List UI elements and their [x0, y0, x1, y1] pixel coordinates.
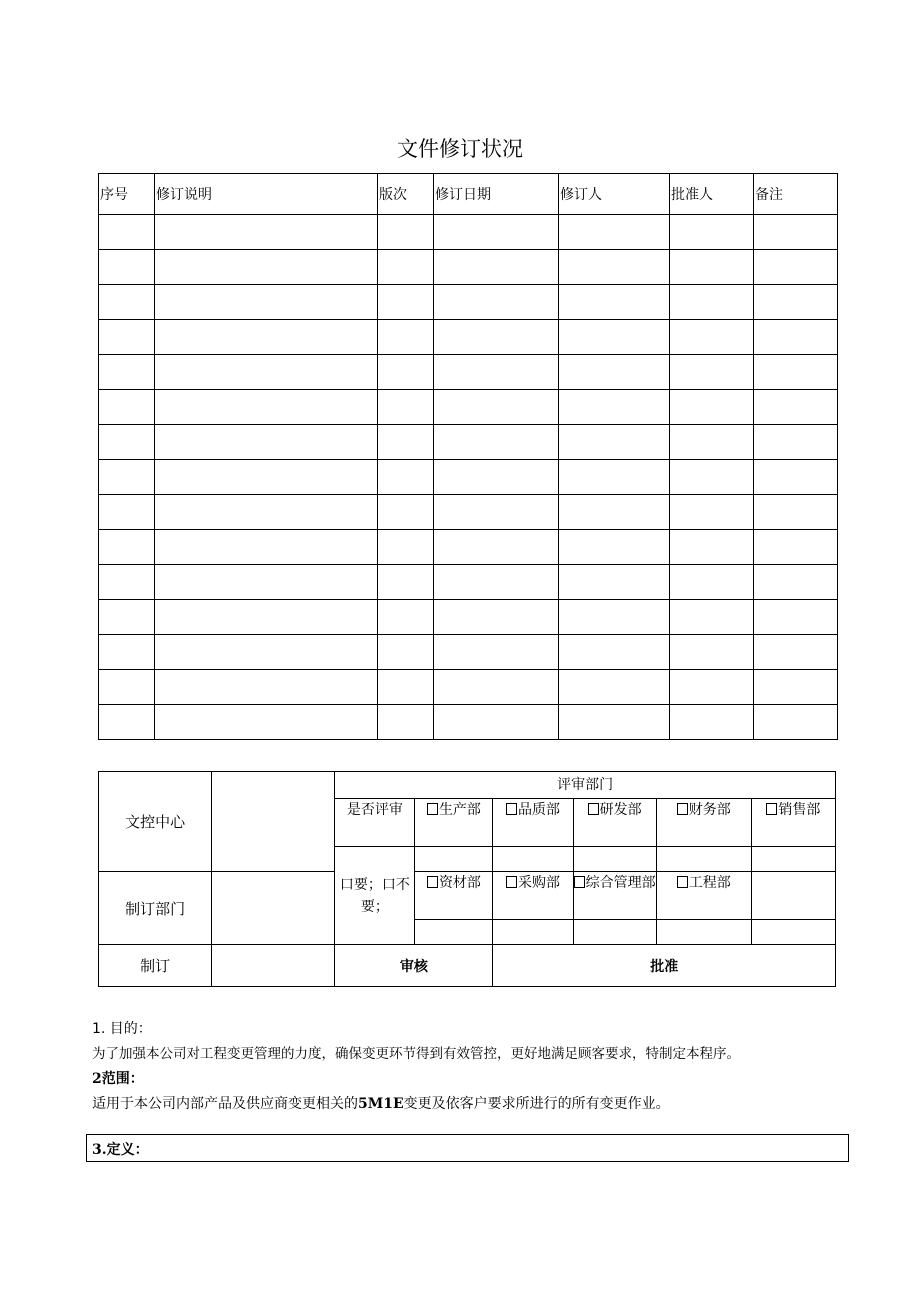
table-row — [99, 530, 838, 565]
signature-cell — [573, 920, 656, 945]
table-cell[interactable] — [155, 635, 378, 670]
table-cell[interactable] — [99, 495, 155, 530]
drafting-dept-label: 制订部门 — [99, 872, 212, 945]
table-cell[interactable] — [378, 705, 434, 740]
checkbox-icon[interactable] — [427, 803, 438, 815]
table-cell[interactable] — [155, 565, 378, 600]
table-cell[interactable] — [155, 670, 378, 705]
draft-label: 制订 — [99, 945, 212, 987]
table-cell[interactable] — [378, 250, 434, 285]
table-cell[interactable] — [559, 495, 670, 530]
table-cell[interactable] — [378, 425, 434, 460]
table-row — [99, 215, 838, 250]
table-cell[interactable] — [99, 320, 155, 355]
table-cell[interactable] — [754, 705, 838, 740]
table-row — [99, 285, 838, 320]
table-cell[interactable] — [754, 600, 838, 635]
table-cell[interactable] — [670, 530, 754, 565]
drafting-dept-signature — [212, 872, 335, 945]
table-row — [99, 460, 838, 495]
table-cell[interactable] — [378, 285, 434, 320]
table-cell[interactable] — [559, 285, 670, 320]
table-cell[interactable] — [754, 670, 838, 705]
table-cell[interactable] — [434, 705, 559, 740]
table-row — [99, 355, 838, 390]
table-row — [99, 495, 838, 530]
table-cell[interactable] — [670, 460, 754, 495]
table-row — [99, 635, 838, 670]
table-row — [99, 425, 838, 460]
table-cell[interactable] — [754, 495, 838, 530]
table-cell[interactable] — [99, 565, 155, 600]
checkbox-icon[interactable] — [766, 803, 777, 815]
table-cell[interactable] — [559, 530, 670, 565]
table-cell[interactable] — [99, 530, 155, 565]
table-cell[interactable] — [99, 635, 155, 670]
table-cell[interactable] — [434, 460, 559, 495]
table-cell[interactable] — [155, 600, 378, 635]
checkbox-icon[interactable] — [574, 876, 585, 888]
table-cell[interactable] — [559, 355, 670, 390]
table-cell[interactable] — [434, 495, 559, 530]
table-cell[interactable] — [434, 355, 559, 390]
table-cell[interactable] — [378, 215, 434, 250]
table-cell[interactable] — [99, 250, 155, 285]
table-cell[interactable] — [670, 495, 754, 530]
table-cell[interactable] — [754, 530, 838, 565]
table-cell[interactable] — [754, 250, 838, 285]
table-cell[interactable] — [99, 355, 155, 390]
review-needed-label: 是否评审 — [335, 799, 415, 847]
table-cell[interactable] — [559, 705, 670, 740]
table-cell[interactable] — [155, 320, 378, 355]
table-cell[interactable] — [670, 285, 754, 320]
draft-signature — [212, 945, 335, 987]
table-cell[interactable] — [378, 460, 434, 495]
checkbox-icon[interactable] — [588, 803, 599, 815]
dept-checkbox[interactable]: 财务部 — [656, 799, 751, 847]
checkbox-icon[interactable] — [427, 876, 438, 888]
signature-cell — [415, 847, 493, 872]
doc-control-signature — [212, 772, 335, 872]
table-cell[interactable] — [155, 215, 378, 250]
purpose-text: 为了加强本公司对工程变更管理的力度，确保变更环节得到有效管控，更好地满足顾客要求，特制定本程序。 — [92, 1046, 740, 1062]
review-label: 审核 — [335, 945, 493, 987]
table-cell[interactable] — [559, 320, 670, 355]
header-cell: 修订日期 — [434, 174, 559, 215]
signature-cell — [656, 847, 751, 872]
table-row — [99, 390, 838, 425]
scope-heading: 2范围： — [92, 1071, 144, 1087]
header-cell: 修订人 — [559, 174, 670, 215]
table-cell[interactable] — [378, 390, 434, 425]
table-cell[interactable] — [155, 705, 378, 740]
approval-table — [98, 771, 836, 987]
signature-cell — [415, 920, 493, 945]
checkbox-icon[interactable] — [506, 876, 517, 888]
table-cell[interactable] — [99, 670, 155, 705]
table-cell[interactable] — [754, 390, 838, 425]
table-cell[interactable] — [155, 425, 378, 460]
table-cell[interactable] — [754, 425, 838, 460]
table-cell[interactable] — [559, 635, 670, 670]
table-row — [99, 600, 838, 635]
table-cell[interactable] — [754, 215, 838, 250]
scope-text: 适用于本公司内部产品及供应商变更相关的5M1E变更及依客户要求所进行的所有变更作业。 — [92, 1096, 670, 1112]
table-cell[interactable] — [670, 355, 754, 390]
table-cell[interactable] — [434, 425, 559, 460]
table-cell[interactable] — [434, 320, 559, 355]
table-cell[interactable] — [559, 425, 670, 460]
table-cell[interactable] — [434, 250, 559, 285]
header-cell: 序号 — [99, 174, 155, 215]
table-cell[interactable] — [155, 530, 378, 565]
table-cell[interactable] — [754, 460, 838, 495]
approve-label: 批准 — [493, 945, 836, 987]
table-cell[interactable] — [99, 460, 155, 495]
header-cell: 版次 — [378, 174, 434, 215]
table-row — [99, 670, 838, 705]
signature-cell — [751, 847, 835, 872]
table-cell[interactable] — [754, 635, 838, 670]
table-cell[interactable] — [434, 600, 559, 635]
dept-checkbox[interactable]: 销售部 — [751, 799, 835, 847]
table-cell[interactable] — [434, 670, 559, 705]
table-cell[interactable] — [670, 705, 754, 740]
header-cell: 修订说明 — [155, 174, 378, 215]
revision-table-header — [99, 174, 838, 215]
checkbox-icon[interactable] — [677, 876, 688, 888]
table-cell[interactable] — [99, 215, 155, 250]
table-cell[interactable] — [754, 285, 838, 320]
table-cell[interactable] — [434, 530, 559, 565]
table-cell[interactable] — [670, 425, 754, 460]
checkbox-icon[interactable] — [506, 803, 517, 815]
table-cell[interactable] — [99, 425, 155, 460]
dept-checkbox[interactable]: 资材部 — [415, 872, 493, 920]
table-cell[interactable] — [434, 565, 559, 600]
table-row — [99, 320, 838, 355]
table-cell[interactable] — [378, 495, 434, 530]
signature-cell — [573, 847, 656, 872]
doc-control-label: 文控中心 — [99, 772, 212, 872]
table-cell[interactable] — [670, 320, 754, 355]
dept-checkbox[interactable]: 综合管理部 — [573, 872, 656, 920]
table-cell[interactable] — [378, 635, 434, 670]
definition-box — [86, 1134, 849, 1162]
table-cell[interactable] — [434, 390, 559, 425]
table-cell[interactable] — [670, 600, 754, 635]
table-cell[interactable] — [754, 565, 838, 600]
table-cell[interactable] — [434, 215, 559, 250]
table-row — [99, 705, 838, 740]
table-cell[interactable] — [378, 670, 434, 705]
table-cell[interactable] — [155, 495, 378, 530]
dept-checkbox[interactable]: 品质部 — [493, 799, 573, 847]
purpose-heading: 1. 目的： — [92, 1021, 152, 1037]
table-cell[interactable] — [155, 460, 378, 495]
table-cell[interactable] — [670, 215, 754, 250]
table-cell[interactable] — [559, 460, 670, 495]
dept-checkbox[interactable]: 采购部 — [493, 872, 573, 920]
signature-cell — [656, 920, 751, 945]
table-cell[interactable] — [99, 285, 155, 320]
table-cell[interactable] — [434, 285, 559, 320]
table-cell[interactable] — [378, 565, 434, 600]
table-cell[interactable] — [99, 705, 155, 740]
table-cell[interactable] — [559, 215, 670, 250]
document-title: 文件修订状况 — [397, 137, 523, 161]
signature-cell — [493, 920, 573, 945]
table-cell[interactable] — [670, 250, 754, 285]
header-cell: 备注 — [754, 174, 838, 215]
table-cell[interactable] — [155, 390, 378, 425]
table-cell[interactable] — [378, 600, 434, 635]
table-cell[interactable] — [670, 565, 754, 600]
table-cell[interactable] — [559, 390, 670, 425]
checkbox-icon[interactable] — [677, 803, 688, 815]
table-cell[interactable] — [559, 565, 670, 600]
signature-cell — [751, 920, 835, 945]
review-depts-title: 评审部门 — [335, 772, 836, 799]
revision-table — [98, 173, 838, 740]
table-cell[interactable] — [559, 250, 670, 285]
table-cell[interactable] — [754, 355, 838, 390]
table-cell[interactable] — [378, 530, 434, 565]
table-cell[interactable] — [559, 670, 670, 705]
dept-checkbox[interactable]: 工程部 — [656, 872, 751, 920]
definition-heading: 3.定义： — [92, 1142, 149, 1158]
table-cell[interactable] — [670, 390, 754, 425]
table-cell[interactable] — [155, 250, 378, 285]
table-cell[interactable] — [155, 355, 378, 390]
dept-checkbox[interactable]: 研发部 — [573, 799, 656, 847]
table-row — [99, 250, 838, 285]
table-cell[interactable] — [559, 600, 670, 635]
header-cell: 批准人 — [670, 174, 754, 215]
review-options[interactable]: 口要；口不要； — [335, 847, 415, 945]
table-cell[interactable] — [434, 635, 559, 670]
table-cell[interactable] — [670, 670, 754, 705]
table-cell[interactable] — [155, 285, 378, 320]
table-row — [99, 565, 838, 600]
table-cell[interactable] — [99, 600, 155, 635]
table-cell[interactable] — [378, 320, 434, 355]
table-cell[interactable] — [754, 320, 838, 355]
table-cell[interactable] — [378, 355, 434, 390]
table-cell[interactable] — [99, 390, 155, 425]
empty-cell — [751, 872, 835, 920]
signature-cell — [493, 847, 573, 872]
dept-checkbox[interactable]: 生产部 — [415, 799, 493, 847]
table-cell[interactable] — [670, 635, 754, 670]
